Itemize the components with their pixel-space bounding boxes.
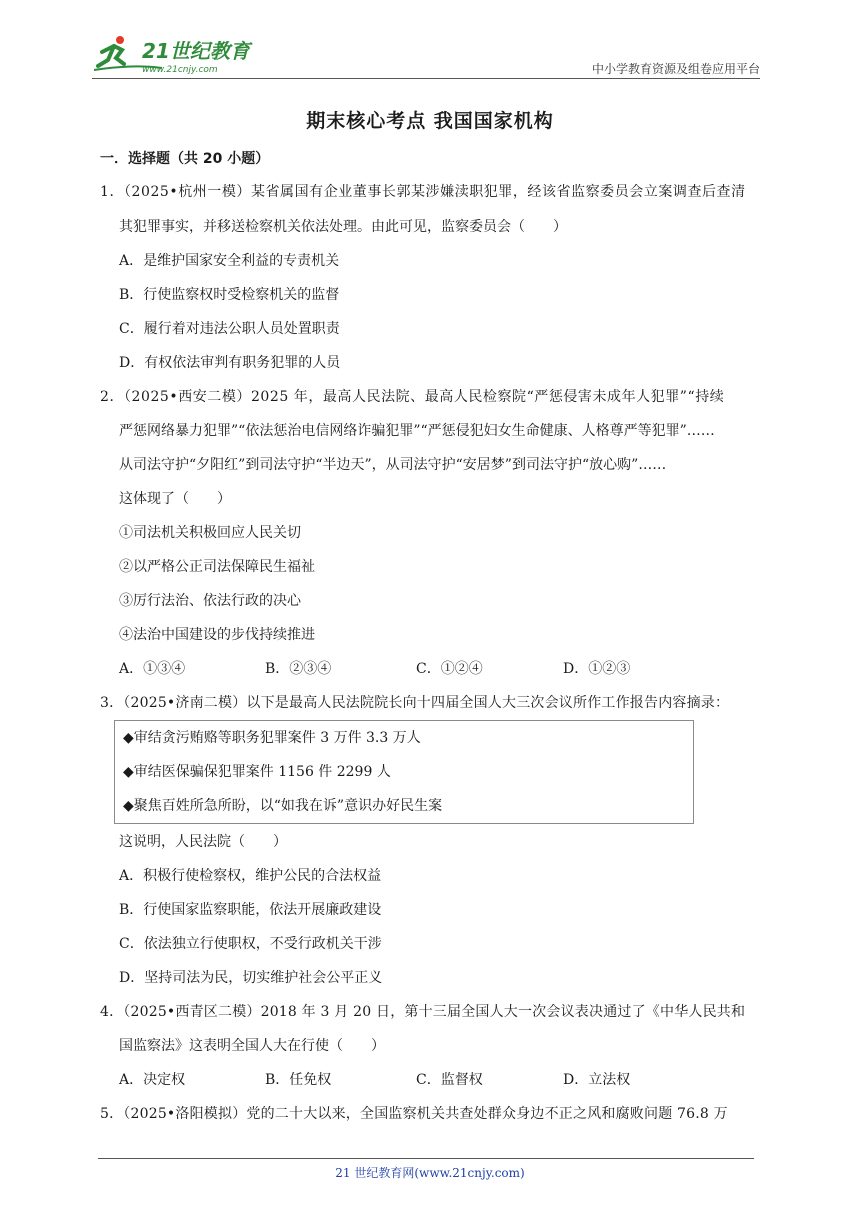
excerpt-item-3: ◆聚焦百姓所急所盼，以“如我在诉”意识办好民生案 [123,798,443,814]
excerpt-item-1: ◆审结贪污贿赂等职务犯罪案件 3 万件 3.3 万人 [123,730,421,746]
question-4-stem-line-1: 4．（2025•西青区二模）2018 年 3 月 20 日，第十三届全国人大一次会议表决通过了《中华人民共和 [100,1004,746,1020]
footer-link[interactable]: 21 世纪教育网(www.21cnjy.com) [335,1166,525,1180]
question-3-option-b[interactable]: B．行使国家监察职能，依法开展廉政建设 [119,902,382,918]
question-3-excerpt-box [114,720,694,824]
platform-name: 中小学教育资源及组卷应用平台 [591,62,760,76]
running-figure-logo-icon [92,34,262,74]
question-2-statement-4: ④法治中国建设的步伐持续推进 [119,627,315,643]
logo-text: 21世纪教育 [142,39,250,63]
question-3-stem-line-1: 3．（2025•济南二模）以下是最高人民法院院长向十四届全国人大三次会议所作工作报告内容摘录： [100,695,730,711]
question-4-option-c[interactable]: C．监督权 [416,1072,483,1088]
question-3-option-a[interactable]: A．积极行使检察权，维护公民的合法权益 [119,868,382,884]
question-1-option-b[interactable]: B．行使监察权时受检察机关的监督 [119,287,340,303]
footer-divider [98,1158,754,1159]
question-3-stem-line-2: 这说明，人民法院（ ） [119,834,287,850]
question-1-stem-line-2: 其犯罪事实，并移送检察机关依法处理。由此可见，监察委员会（ ） [119,219,567,235]
question-4-stem-line-2: 国监察法》这表明全国人大在行使（ ） [119,1038,385,1054]
question-2-option-c[interactable]: C．①②④ [416,661,483,677]
page-title: 期末核心考点 我国国家机构 [306,110,554,132]
question-3-option-c[interactable]: C．依法独立行使职权，不受行政机关干涉 [119,936,382,952]
question-2-option-d[interactable]: D．①②③ [563,661,631,677]
question-3-option-d[interactable]: D．坚持司法为民，切实维护社会公平正义 [119,970,383,986]
question-2-option-b[interactable]: B．②③④ [265,661,332,677]
section-heading: 一．选择题（共 20 小题） [100,151,270,167]
question-1-option-a[interactable]: A．是维护国家安全利益的专责机关 [119,253,340,269]
question-4-option-a[interactable]: A．决定权 [119,1072,186,1088]
page-header [92,30,760,78]
question-2-stem-line-4: 这体现了（ ） [119,491,231,507]
question-1-stem-line-1: 1．（2025•杭州一模）某省属国有企业董事长郭某涉嫌渎职犯罪，经该省监察委员会立案调查后查清 [100,184,746,200]
logo-url-text: www.21cnjy.com [142,65,218,74]
question-2-option-a[interactable]: A．①③④ [119,661,186,677]
question-4-option-b[interactable]: B．任免权 [265,1072,332,1088]
site-logo[interactable] [92,34,262,74]
question-2-statement-3: ③厉行法治、依法行政的决心 [119,593,301,609]
question-4-option-d[interactable]: D．立法权 [563,1072,631,1088]
question-5-stem-line-1: 5．（2025•洛阳模拟）党的二十大以来，全国监察机关共查处群众身边不正之风和腐败问题 76.8 万 [100,1106,728,1122]
question-1-option-d[interactable]: D．有权依法审判有职务犯罪的人员 [119,355,341,371]
question-2-stem-line-1: 2．（2025•西安二模）2025 年，最高人民法院、最高人民检察院“严惩侵害未成年人犯罪”“持续 [100,389,725,405]
header-divider [92,78,760,79]
question-1-option-c[interactable]: C．履行着对违法公职人员处置职责 [119,321,340,337]
excerpt-item-2: ◆审结医保骗保犯罪案件 1156 件 2299 人 [123,764,391,780]
question-2-stem-line-2: 严惩网络暴力犯罪”“依法惩治电信网络诈骗犯罪”“严惩侵犯妇女生命健康、人格尊严等犯罪”…… [119,423,715,439]
question-2-stem-line-3: 从司法守护“夕阳红”到司法守护“半边天”，从司法守护“安居梦”到司法守护“放心购”…… [119,457,667,473]
question-2-statement-1: ①司法机关积极回应人民关切 [119,525,301,541]
question-2-statement-2: ②以严格公正司法保障民生福祉 [119,559,315,575]
